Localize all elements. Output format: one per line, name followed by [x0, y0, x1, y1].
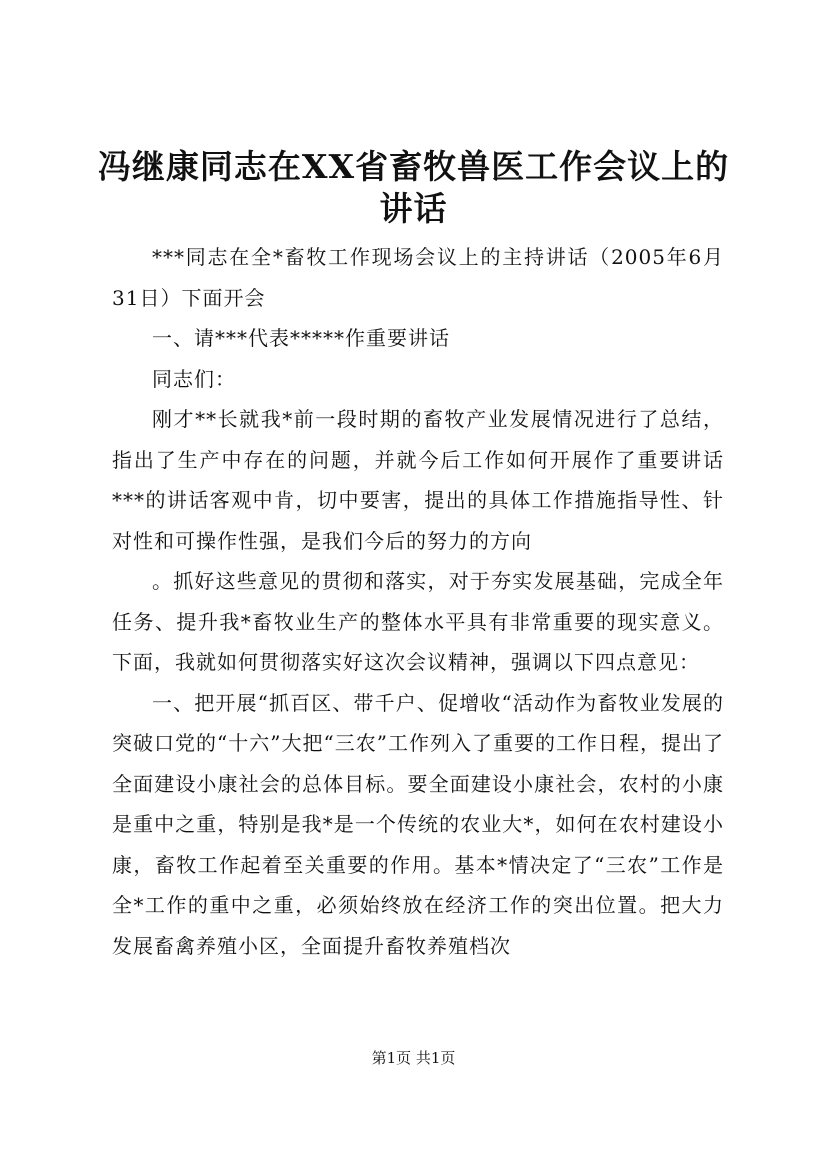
paragraph-greeting: 同志们： — [152, 366, 236, 391]
paragraph-intro: ***同志在全*畜牧工作现场会议上的主持讲话（2005年6月31日）下面开会 — [112, 245, 724, 310]
page-footer: 第1页 共1页 — [371, 1049, 456, 1067]
paragraph-implementation: 。抓好这些意见的贯彻和落实，对于夯实发展基础，完成全年任务、提升我*畜牧业生产的整体水平具有非常重要的现实意义。下面，我就如何贯彻落实好这次会议精神，强调以下四点意见： — [112, 569, 724, 674]
paragraph-point-one: 一、把开展“抓百区、带千户、促增收“活动作为畜牧业发展的突破口党的“十六”大把“三农”工作列入了重要的工作日程，提出了全面建设小康社会的总体目标。要全面建设小康社会，农村的小康是重中之重，特别是我*是一个传统的农业大*，如何在农村建设小康，畜牧工作起着至关重要的作用。基本*情决定了“三农”工作是全*工作的重中之重，必须始终放在经济工作的突出位置。把大力发展畜禽养殖小区，全面提升畜牧养殖档次 — [112, 690, 724, 958]
paragraph-item-one: 一、请***代表*****作重要讲话 — [152, 326, 450, 350]
document-title: 冯继康同志在XX省畜牧兽医工作会议上的讲话 — [97, 147, 730, 228]
paragraph-summary: 刚才**长就我*前一段时期的畜牧产业发展情况进行了总结，指出了生产中存在的问题，并就今后工作如何开展作了重要讲话***的讲话客观中肯，切中要害，提出的具体工作措施指导性、针对性和可操作性强，是我们今后的努力的方向 — [112, 407, 724, 553]
document-body — [112, 237, 724, 966]
